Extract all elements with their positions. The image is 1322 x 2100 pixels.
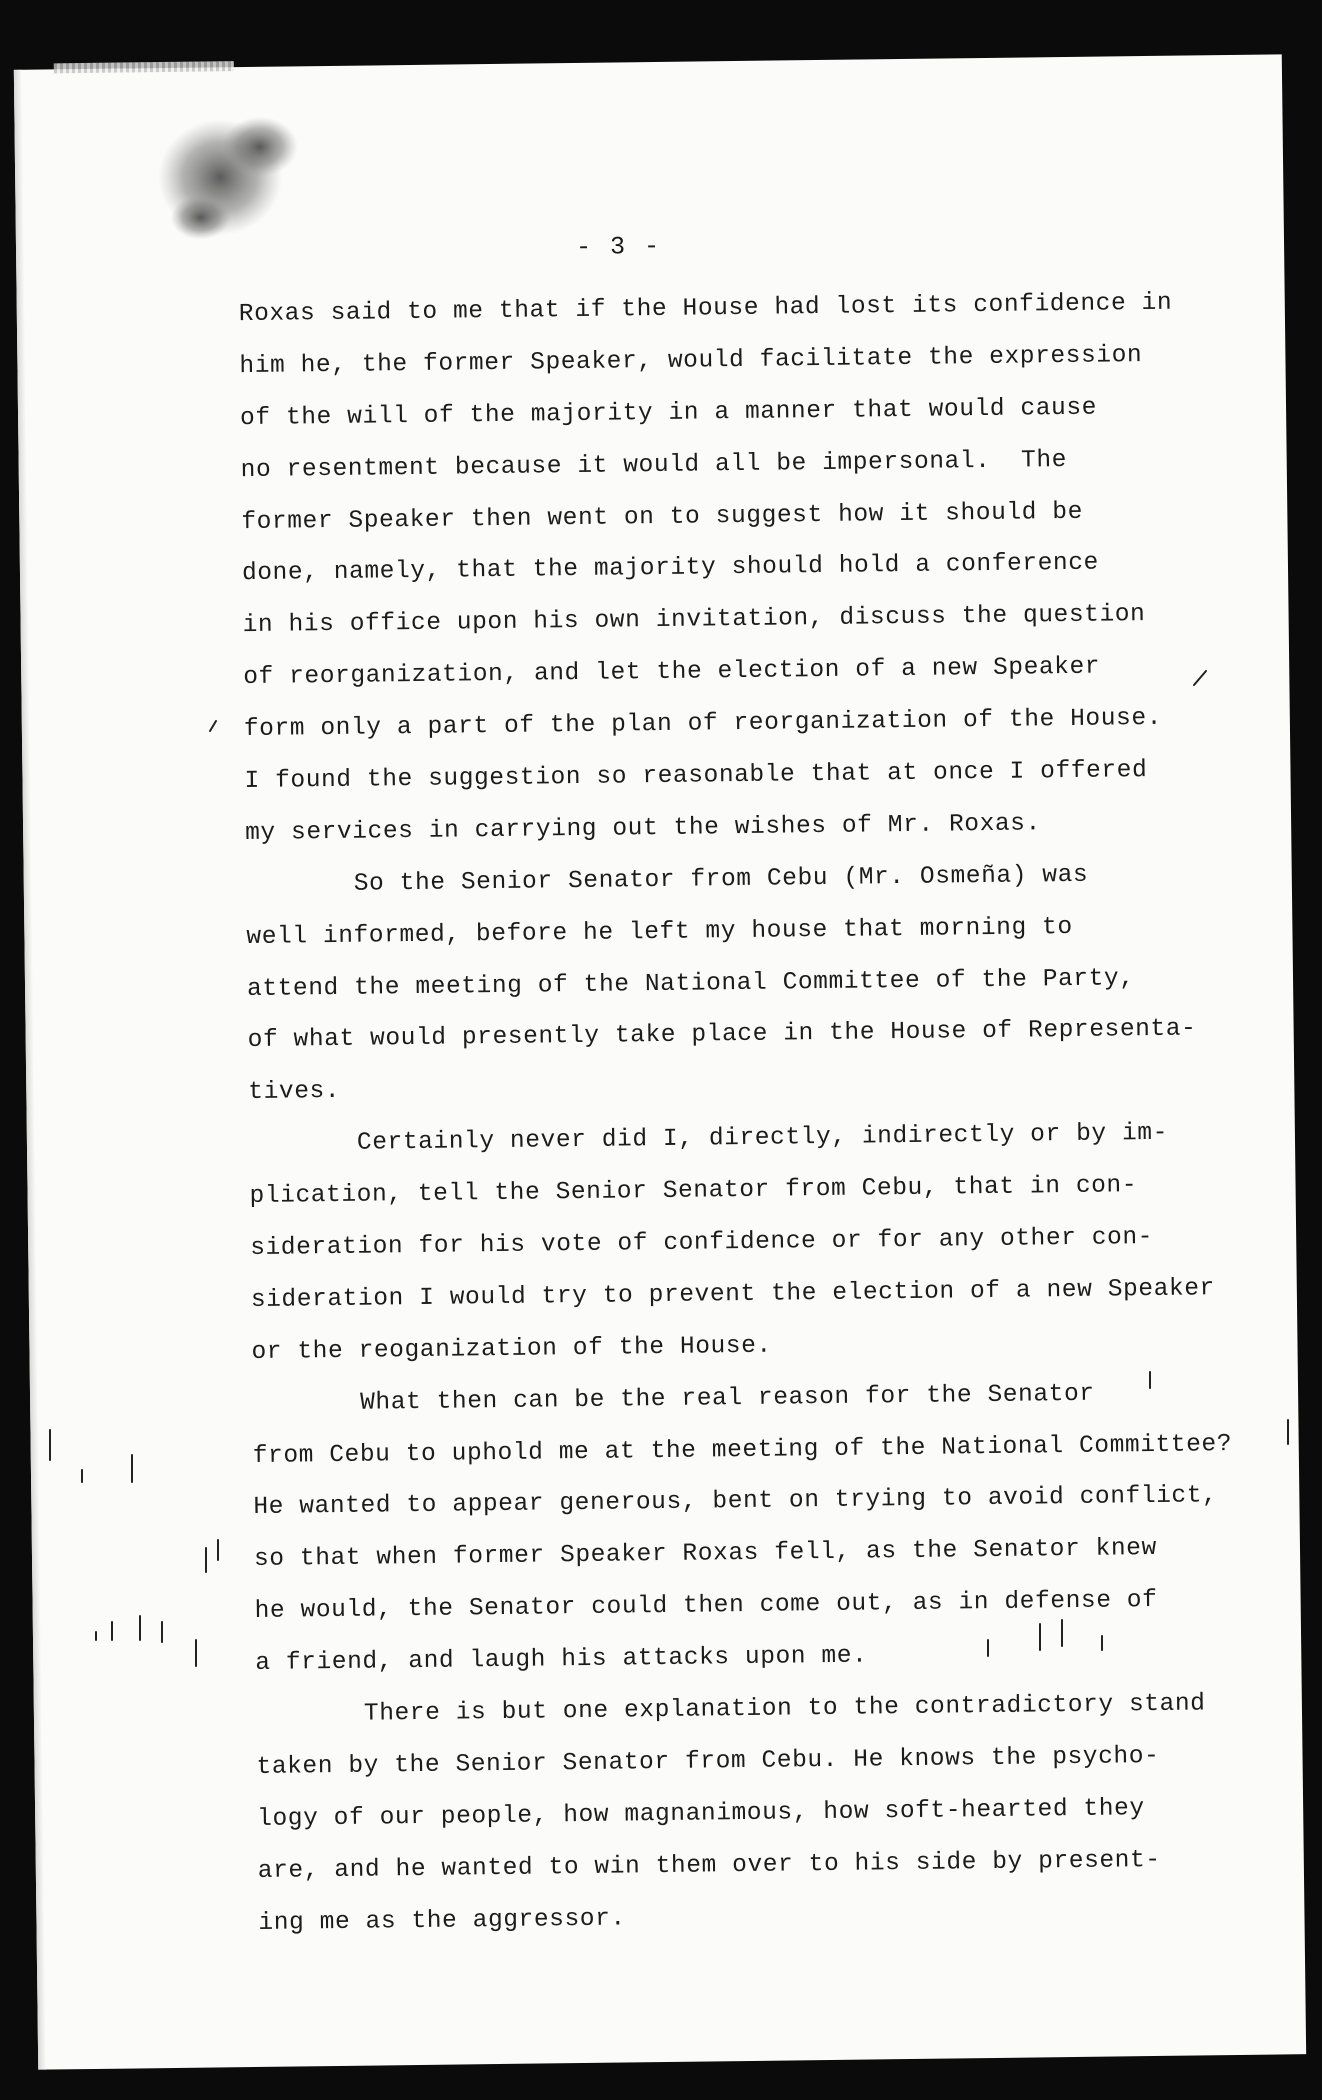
text-line: taken by the Senior Senator from Cebu. He knows the psycho-	[256, 1742, 1160, 1781]
paragraph-first-line: What then can be the real reason for the Senator	[359, 1380, 1095, 1417]
text-line: he would, the Senator could then come out, as in defense of	[254, 1587, 1158, 1626]
torn-top-strip	[54, 61, 234, 73]
paragraph-first-line: There is but one explanation to the contradictory stand	[363, 1690, 1206, 1728]
text-line: logy of our people, how magnanimous, how soft-hearted they	[257, 1794, 1145, 1833]
ink-smudge	[144, 106, 316, 258]
text-line: of the will of the majority in a manner that would cause	[239, 394, 1098, 432]
document-page	[14, 54, 1306, 2069]
text-line: plication, tell the Senior Senator from Cebu, that in con-	[249, 1172, 1138, 1211]
page-edge-shadow	[14, 70, 46, 2070]
text-line: in his office upon his own invitation, discuss the question	[242, 601, 1146, 640]
text-line: of what would presently take place in the House of Representa-	[247, 1015, 1197, 1055]
text-line: of reorganization, and let the election of a new Speaker	[243, 653, 1101, 692]
text-line: attend the meeting of the National Committee of the Party,	[246, 964, 1135, 1003]
document-body	[239, 277, 1279, 1950]
text-line: He wanted to appear generous, bent on trying to avoid conflict,	[253, 1482, 1218, 1522]
text-line: from Cebu to uphold me at the meeting of the National Committee?	[252, 1430, 1233, 1470]
text-line: former Speaker then went on to suggest how it should be	[241, 498, 1084, 536]
paragraph-first-line: Certainly never did I, directly, indirectly or by im-	[356, 1120, 1169, 1157]
text-line: done, namely, that the majority should hold a conference	[241, 550, 1100, 588]
text-line: no resentment because it would all be impersonal. The	[240, 446, 1068, 484]
text-line: my services in carrying out the wishes of Mr. Roxas.	[245, 810, 1042, 847]
text-line: Roxas said to me that if the House had lost its confidence in	[238, 289, 1173, 329]
text-line: sideration I would try to prevent the election of a new Speaker	[250, 1275, 1216, 1314]
text-line: are, and he wanted to win them over to his side by present-	[257, 1846, 1161, 1885]
text-line: tives.	[248, 1078, 341, 1107]
paragraph-first-line: So the Senior Senator from Cebu (Mr. Osmeña) was	[353, 861, 1089, 898]
text-line: I found the suggestion so reasonable that at once I offered	[244, 757, 1148, 796]
text-line: well informed, before he left my house that morning to	[246, 913, 1073, 951]
text-line: so that when former Speaker Roxas fell, as the Senator knew	[253, 1535, 1157, 1574]
text-line: a friend, and laugh his attacks upon me.	[255, 1642, 868, 1678]
text-line: form only a part of the plan of reorganization of the House.	[243, 704, 1163, 744]
text-line: him he, the former Speaker, would facilitate the expression	[239, 341, 1143, 380]
text-line: ing me as the aggressor.	[258, 1905, 626, 1937]
text-line: sideration for his vote of confidence or for any other con-	[250, 1224, 1154, 1263]
page-number: - 3 -	[575, 231, 662, 262]
text-line: or the reoganization of the House.	[251, 1332, 772, 1366]
